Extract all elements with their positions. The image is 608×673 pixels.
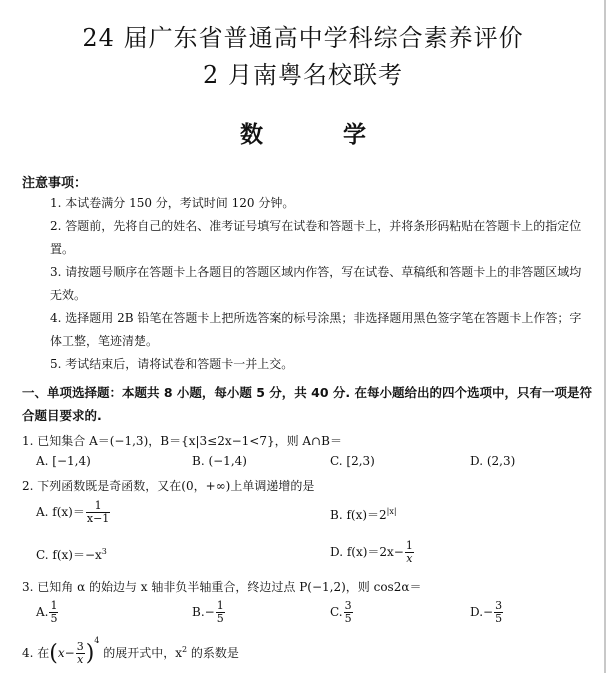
q4-denominator: x (77, 653, 84, 666)
note-item-3: 3. 请按题号顺序在答题卡上各题目的答题区域内作答，写在试卷、草稿纸和答题卡上的非答题区域均无效。 (50, 265, 582, 302)
q4-numerator: 3 (76, 640, 84, 653)
q2-option-d-fraction (405, 540, 414, 565)
note-item-5: 5. 考试结束后，请将试卷和答题卡一并上交。 (50, 357, 294, 371)
q4-suffix-a: 的展开式中，x (103, 646, 182, 660)
q2-option-a-label: A. f(x)＝ (36, 505, 85, 519)
q3-c-denominator: 5 (344, 612, 352, 625)
q3-d-numerator: 3 (495, 599, 503, 612)
q3-stem: 3. 已知角 α 的始边与 x 轴非负半轴重合，终边过点 P(−1,2)，则 cos2α＝ (22, 580, 422, 594)
q2-a-denominator: x−1 (86, 512, 110, 525)
subject-title: 数 学 (239, 121, 402, 148)
q2-option-b-exponent: |x| (386, 507, 397, 516)
q3-option-b (192, 600, 226, 625)
q1-stem: 1. 已知集合 A＝(−1,3)，B＝{x|3≤2x−1<7}，则 A∩B＝ (22, 434, 342, 448)
q2-d-denominator: x (406, 552, 413, 565)
q2-option-a (36, 500, 111, 525)
q3-option-d-sign: − (483, 605, 494, 619)
q3-c-numerator: 3 (344, 599, 352, 612)
q3-option-d-fraction (494, 600, 503, 625)
q2-stem: 2. 下列函数既是奇函数，又在(0，+∞)上单调递增的是 (22, 479, 315, 493)
q3-option-d (470, 600, 504, 625)
q4-expr: x− (57, 646, 75, 660)
q2-option-c-exponent: 3 (101, 547, 107, 556)
q1-option-b: B. (−1,4) (192, 454, 247, 468)
q3-option-c-label: C. (330, 605, 343, 619)
q1-option-c: C. [2,3) (330, 454, 375, 468)
q3-option-a (36, 600, 59, 625)
exam-title-line1: 24 届广东省普通高中学科综合素养评价 (82, 24, 524, 52)
q3-option-b-sign: − (204, 605, 215, 619)
q4-suffix-exponent: 2 (181, 645, 188, 654)
q3-b-numerator: 1 (216, 599, 224, 612)
exam-title-line2: 2 月南粤名校联考 (203, 61, 403, 89)
q3-d-denominator: 5 (495, 612, 503, 625)
q3-option-c-fraction (344, 600, 353, 625)
q2-option-c-label: C. f(x)＝−x (36, 548, 102, 562)
q4-stem: 4. 在(x− $\frac{3}{x}$ )$^4$ 的展开式中，$x^2$ 的系数是 (22, 636, 239, 666)
q4-prefix: 4. 在 (22, 646, 50, 660)
q4-power: 4 (94, 636, 100, 645)
q3-a-numerator: 1 (50, 599, 58, 612)
q1-option-d: D. (2,3) (470, 454, 516, 468)
q3-option-b-label: B. (192, 605, 205, 619)
q2-option-b (330, 506, 397, 523)
q3-option-b-fraction (216, 600, 225, 625)
q3-option-a-label: A. (36, 605, 49, 619)
note-item-1: 1. 本试卷满分 150 分，考试时间 120 分钟。 (50, 196, 295, 210)
q3-option-c (330, 600, 354, 625)
section-heading: 一、单项选择题：本题共 8 小题，每小题 5 分，共 40 分. 在每小题给出的四个选项中，只有一项是符合题目要求的. (22, 385, 593, 423)
q2-option-d (330, 540, 415, 565)
q3-b-denominator: 5 (216, 612, 224, 625)
q4-fraction (76, 641, 85, 666)
q2-a-numerator: 1 (86, 500, 110, 513)
q2-option-a-fraction (86, 500, 110, 525)
q3-option-a-fraction (49, 600, 58, 625)
note-item-2: 2. 答题前，先将自己的姓名、准考证号填写在试卷和答题卡上，并将条形码粘贴在答题卡上的指定位置。 (50, 219, 582, 256)
note-item-4: 4. 选择题用 2B 铅笔在答题卡上把所选答案的标号涂黑；非选择题用黑色签字笔在答题卡上作答；字体工整，笔迹清楚。 (50, 311, 582, 348)
q1-option-a: A. [−1,4) (36, 454, 91, 468)
q4-suffix-b: 的系数是 (187, 646, 239, 660)
q2-option-c (36, 546, 107, 563)
q2-option-d-label: D. f(x)＝2x− (330, 545, 404, 559)
q3-a-denominator: 5 (50, 612, 58, 625)
q2-d-numerator: 1 (405, 539, 413, 552)
q2-option-b-label: B. f(x)＝2 (330, 508, 387, 522)
q3-option-d-label: D. (470, 605, 484, 619)
notes-heading: 注意事项： (22, 176, 88, 191)
